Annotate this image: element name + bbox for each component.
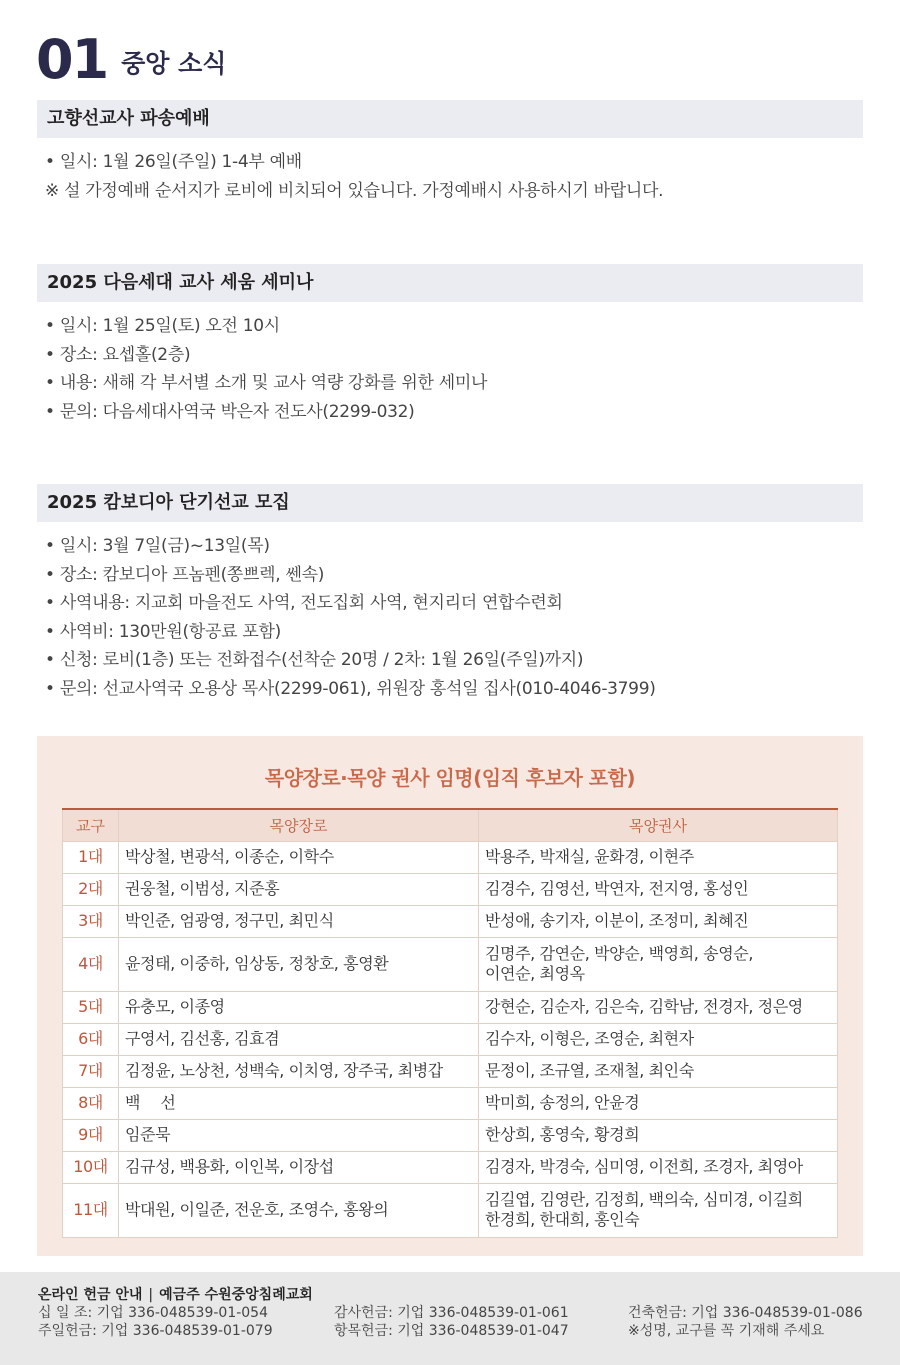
offering-header bbox=[38, 1284, 313, 1304]
notice-line: • 장소: 요셉홀(2층) bbox=[45, 344, 191, 365]
notice-line: • 사역비: 130만원(항공료 포함) bbox=[45, 621, 281, 642]
deacons-line: 강현순, 김순자, 김은숙, 김학남, 전경자, 정은영 bbox=[485, 997, 803, 1016]
group-cell: 4대 bbox=[63, 937, 119, 991]
deacons-line: 김명주, 감연순, 박양순, 백영희, 송영순, bbox=[485, 944, 754, 963]
deacons-cell bbox=[479, 905, 838, 937]
deacons-cell bbox=[479, 841, 838, 873]
notice-line: • 일시: 3월 7일(금)~13일(목) bbox=[45, 536, 270, 556]
account-info: 건축헌금: 기업 336-048539-01-086 bbox=[628, 1305, 863, 1321]
table-row bbox=[63, 1055, 838, 1087]
deacons-cell bbox=[479, 1183, 838, 1237]
deacons-line: 김경자, 박경숙, 심미영, 이전희, 조경자, 최영아 bbox=[485, 1157, 803, 1176]
notice-line: • 사역내용: 지교회 마을전도 사역, 전도집회 사역, 현지리더 연합수련회 bbox=[45, 593, 563, 613]
elders-cell: 박상철, 변광석, 이종순, 이학수 bbox=[119, 841, 479, 873]
page-header bbox=[36, 28, 226, 92]
deacons-line: 박용주, 박재실, 윤화경, 이현주 bbox=[485, 847, 694, 866]
offering-footer bbox=[0, 1272, 900, 1365]
table-row bbox=[63, 873, 838, 905]
appointment-table-body bbox=[63, 841, 838, 1237]
deacons-line: 김수자, 이형은, 조영순, 최현자 bbox=[485, 1029, 694, 1048]
group-cell: 8대 bbox=[63, 1087, 119, 1119]
elders-cell: 윤정태, 이중하, 임상동, 정창호, 홍영환 bbox=[119, 937, 479, 991]
appointment-table bbox=[62, 808, 838, 1238]
table-row bbox=[63, 905, 838, 937]
elders-cell: 백 선 bbox=[119, 1087, 479, 1119]
offering-title: 온라인 헌금 안내 bbox=[38, 1287, 143, 1303]
header-deacons: 목양권사 bbox=[479, 809, 838, 841]
elders-cell: 김규성, 백용화, 이인복, 이장섭 bbox=[119, 1151, 479, 1183]
notice-section bbox=[37, 264, 863, 426]
deacons-cell bbox=[479, 1119, 838, 1151]
group-cell: 9대 bbox=[63, 1119, 119, 1151]
table-row bbox=[63, 1087, 838, 1119]
deacons-line: 한경희, 한대희, 홍인숙 bbox=[485, 1210, 640, 1229]
table-row bbox=[63, 1023, 838, 1055]
table-row bbox=[63, 841, 838, 873]
deacons-cell bbox=[479, 1151, 838, 1183]
section-number: 01 bbox=[36, 28, 108, 91]
deacons-line: 김경수, 김영선, 박연자, 전지영, 홍성인 bbox=[485, 879, 749, 898]
notice-title: 2025 캄보디아 단기선교 모집 bbox=[37, 484, 863, 522]
offering-depositor: 예금주 수원중앙침례교회 bbox=[159, 1287, 313, 1303]
group-cell: 6대 bbox=[63, 1023, 119, 1055]
account-info: 주일헌금: 기업 336-048539-01-079 bbox=[38, 1323, 273, 1339]
notice-line: • 내용: 새해 각 부서별 소개 및 교사 역량 강화를 위한 세미나 bbox=[45, 373, 488, 393]
deacons-line: 김길엽, 김영란, 김정희, 백의숙, 심미경, 이길희 bbox=[485, 1190, 803, 1209]
elders-cell: 김정윤, 노상천, 성백숙, 이치영, 장주국, 최병갑 bbox=[119, 1055, 479, 1087]
group-cell: 1대 bbox=[63, 841, 119, 873]
deacons-line: 박미희, 송정의, 안윤경 bbox=[485, 1093, 640, 1112]
account-info: 감사헌금: 기업 336-048539-01-061 bbox=[334, 1305, 569, 1321]
separator: | bbox=[148, 1287, 154, 1303]
group-cell: 10대 bbox=[63, 1151, 119, 1183]
account-info: 항목헌금: 기업 336-048539-01-047 bbox=[334, 1323, 569, 1339]
elders-cell: 권웅철, 이범성, 지준홍 bbox=[119, 873, 479, 905]
deacons-line: 반성애, 송기자, 이분이, 조정미, 최혜진 bbox=[485, 911, 749, 930]
deacons-line: 이연순, 최영옥 bbox=[485, 964, 585, 983]
elders-cell: 박대원, 이일준, 전운호, 조영수, 홍왕의 bbox=[119, 1183, 479, 1237]
group-cell: 7대 bbox=[63, 1055, 119, 1087]
group-cell: 5대 bbox=[63, 991, 119, 1023]
notice-line: • 일시: 1월 26일(주일) 1-4부 예배 bbox=[45, 152, 302, 172]
notice-title: 2025 다음세대 교사 세움 세미나 bbox=[37, 264, 863, 302]
group-cell: 2대 bbox=[63, 873, 119, 905]
table-row bbox=[63, 937, 838, 991]
notice-line: • 신청: 로비(1층) 또는 전화접수(선착순 20명 / 2차: 1월 26일(주일)까지) bbox=[45, 650, 584, 670]
group-cell: 3대 bbox=[63, 905, 119, 937]
table-row bbox=[63, 991, 838, 1023]
notice-line: • 일시: 1월 25일(토) 오전 10시 bbox=[45, 316, 280, 336]
table-row bbox=[63, 1119, 838, 1151]
header-group: 교구 bbox=[63, 809, 119, 841]
deacons-cell bbox=[479, 991, 838, 1023]
elders-cell: 박인준, 엄광영, 정구민, 최민식 bbox=[119, 905, 479, 937]
header-elders: 목양장로 bbox=[119, 809, 479, 841]
elders-cell: 임준묵 bbox=[119, 1119, 479, 1151]
deacons-cell bbox=[479, 937, 838, 991]
notice-section bbox=[37, 484, 863, 703]
appointment-title: 목양장로·목양 권사 임명(임직 후보자 포함) bbox=[264, 766, 636, 790]
deacons-line: 한상희, 홍영숙, 황경희 bbox=[485, 1125, 640, 1144]
notice-line: • 문의: 선교사역국 오용상 목사(2299-061), 위원장 홍석일 집사(010-4046-3799) bbox=[45, 678, 656, 699]
deacons-cell bbox=[479, 1055, 838, 1087]
table-header-row bbox=[63, 809, 838, 841]
deacons-cell bbox=[479, 1023, 838, 1055]
notice-section bbox=[37, 100, 863, 205]
table-row bbox=[63, 1183, 838, 1237]
elders-cell: 구영서, 김선홍, 김효겸 bbox=[119, 1023, 479, 1055]
appointment-box bbox=[37, 736, 863, 1256]
notice-line: • 장소: 캄보디아 프놈펜(쫑쁘렉, 쎈속) bbox=[45, 564, 325, 585]
group-cell: 11대 bbox=[63, 1183, 119, 1237]
deacons-line: 문정이, 조규열, 조재철, 최인숙 bbox=[485, 1061, 694, 1080]
notice-line: • 문의: 다음세대사역국 박은자 전도사(2299-032) bbox=[45, 401, 415, 422]
footer-note: ※성명, 교구를 꼭 기재해 주세요 bbox=[628, 1323, 825, 1339]
deacons-cell bbox=[479, 873, 838, 905]
elders-cell: 유충모, 이종영 bbox=[119, 991, 479, 1023]
notice-title: 고향선교사 파송예배 bbox=[37, 100, 863, 138]
deacons-cell bbox=[479, 1087, 838, 1119]
table-row bbox=[63, 1151, 838, 1183]
notice-line: ※ 설 가정예배 순서지가 로비에 비치되어 있습니다. 가정예배시 사용하시기 바랍니다. bbox=[45, 180, 664, 201]
page-title: 중앙 소식 bbox=[121, 49, 227, 78]
account-info: 십 일 조: 기업 336-048539-01-054 bbox=[38, 1305, 268, 1321]
